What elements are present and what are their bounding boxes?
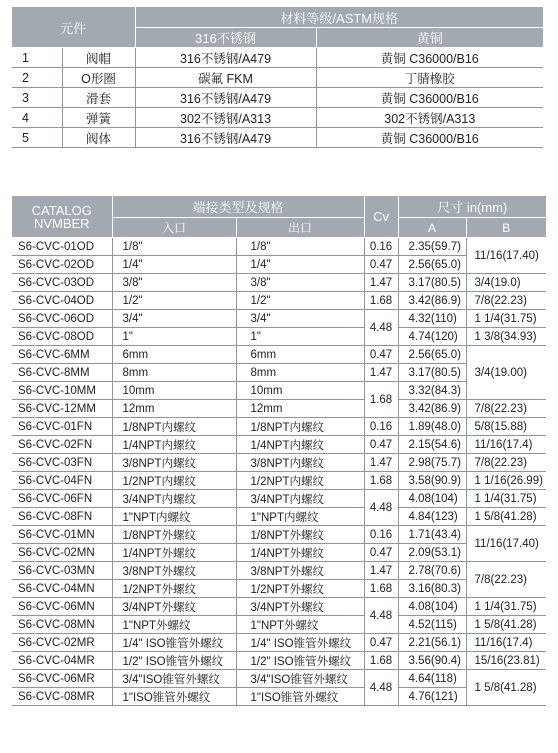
dimension-b: 7/8(22.23) bbox=[466, 562, 546, 598]
outlet-spec: 1"ISO锥管外螺纹 bbox=[236, 688, 364, 706]
inlet-spec: 1/8NPT外螺纹 bbox=[112, 526, 236, 544]
catalog-row bbox=[12, 580, 546, 598]
dimension-a: 2.98(75.7) bbox=[398, 454, 466, 472]
catalog-row bbox=[12, 526, 546, 544]
inlet-spec: 3/8NPT内螺纹 bbox=[112, 454, 236, 472]
dimension-b: 1 5/8(41.28) bbox=[466, 616, 546, 634]
part-name: 阀帽 bbox=[62, 48, 135, 68]
dimension-a: 2.35(59.7) bbox=[398, 238, 466, 256]
dimension-b: 1 1/4(31.75) bbox=[466, 490, 546, 508]
catalog-number: S6-CVC-01MN bbox=[12, 526, 112, 544]
cv-value: 1.47 bbox=[364, 364, 398, 382]
outlet-spec: 3/4"ISO锥管外螺纹 bbox=[236, 670, 364, 688]
dimension-b: 3/4(19.00) bbox=[466, 346, 546, 400]
catalog-row bbox=[12, 238, 546, 256]
brass-column-header: 黄铜 bbox=[316, 28, 543, 48]
inlet-spec: 3/4" bbox=[112, 310, 236, 328]
dimension-b: 3/4(19.0) bbox=[466, 274, 546, 292]
size-header: 尺寸 in(mm) bbox=[398, 196, 546, 218]
materials-row bbox=[12, 108, 543, 128]
inlet-spec: 3/4"ISO锥管外螺纹 bbox=[112, 670, 236, 688]
catalog-number: S6-CVC-08OD bbox=[12, 328, 112, 346]
dimension-b-header: B bbox=[466, 218, 546, 238]
dimension-b: 1 1/4(31.75) bbox=[466, 310, 546, 328]
outlet-spec: 1/8NPT外螺纹 bbox=[236, 526, 364, 544]
catalog-row bbox=[12, 490, 546, 508]
catalog-row bbox=[12, 634, 546, 652]
cv-value: 4.48 bbox=[364, 670, 398, 706]
row-number: 2 bbox=[12, 68, 62, 88]
inlet-spec: 6mm bbox=[112, 346, 236, 364]
inlet-spec: 1/2NPT外螺纹 bbox=[112, 580, 236, 598]
outlet-spec: 3/4" bbox=[236, 310, 364, 328]
steel-material: 316不锈钢/A479 bbox=[135, 48, 316, 68]
dimension-a: 4.76(121) bbox=[398, 688, 466, 706]
outlet-spec: 12mm bbox=[236, 400, 364, 418]
brass-material: 黄铜 C36000/B16 bbox=[316, 128, 543, 148]
dimension-b: 11/16(17.40) bbox=[466, 526, 546, 562]
materials-table-body bbox=[12, 48, 543, 148]
cv-value: 0.16 bbox=[364, 418, 398, 436]
outlet-spec: 1/8NPT内螺纹 bbox=[236, 418, 364, 436]
catalog-row bbox=[12, 274, 546, 292]
outlet-spec: 3/8NPT内螺纹 bbox=[236, 454, 364, 472]
catalog-number: S6-CVC-04OD bbox=[12, 292, 112, 310]
outlet-spec: 1/4NPT外螺纹 bbox=[236, 544, 364, 562]
catalog-row bbox=[12, 616, 546, 634]
dimension-b: 11/16(17.4) bbox=[466, 436, 546, 454]
catalog-number: S6-CVC-06MR bbox=[12, 670, 112, 688]
catalog-header-row bbox=[12, 196, 546, 218]
dimension-b: 7/8(22.23) bbox=[466, 400, 546, 418]
dimension-a: 3.17(80.5) bbox=[398, 364, 466, 382]
catalog-row bbox=[12, 292, 546, 310]
inlet-spec: 3/4NPT内螺纹 bbox=[112, 490, 236, 508]
catalog-row bbox=[12, 454, 546, 472]
materials-table bbox=[12, 7, 543, 148]
catalog-row bbox=[12, 562, 546, 580]
inlet-spec: 1"NPT内螺纹 bbox=[112, 508, 236, 526]
steel-column-header: 316不锈钢 bbox=[135, 28, 316, 48]
cv-value: 0.16 bbox=[364, 526, 398, 544]
materials-row bbox=[12, 68, 543, 88]
cv-value: 0.47 bbox=[364, 544, 398, 562]
dimension-b: 5/8(15.88) bbox=[466, 418, 546, 436]
inlet-spec: 1"NPT外螺纹 bbox=[112, 616, 236, 634]
inlet-spec: 1"ISO锥管外螺纹 bbox=[112, 688, 236, 706]
outlet-spec: 1/4" bbox=[236, 256, 364, 274]
cv-value: 4.48 bbox=[364, 490, 398, 526]
cv-value: 1.68 bbox=[364, 580, 398, 598]
inlet-spec: 1/4" bbox=[112, 256, 236, 274]
cv-value: 1.68 bbox=[364, 382, 398, 418]
dimension-b: 1 3/8(34.93) bbox=[466, 328, 546, 346]
cv-value: 0.47 bbox=[364, 256, 398, 274]
inlet-spec: 3/4NPT外螺纹 bbox=[112, 598, 236, 616]
cv-value: 1.68 bbox=[364, 292, 398, 310]
row-number: 3 bbox=[12, 88, 62, 108]
catalog-number: S6-CVC-12MM bbox=[12, 400, 112, 418]
catalog-row bbox=[12, 652, 546, 670]
outlet-spec: 3/4NPT内螺纹 bbox=[236, 490, 364, 508]
dimension-a: 4.08(104) bbox=[398, 490, 466, 508]
dimension-a: 3.42(86.9) bbox=[398, 292, 466, 310]
steel-material: 碳氟 FKM bbox=[135, 68, 316, 88]
inlet-spec: 1/2" ISO锥管外螺纹 bbox=[112, 652, 236, 670]
catalog-row bbox=[12, 328, 546, 346]
dimension-b: 7/8(22.23) bbox=[466, 454, 546, 472]
catalog-row bbox=[12, 670, 546, 688]
catalog-number: S6-CVC-03FN bbox=[12, 454, 112, 472]
catalog-number: S6-CVC-02MR bbox=[12, 634, 112, 652]
catalog-row bbox=[12, 400, 546, 418]
brass-material: 丁腈橡胶 bbox=[316, 68, 543, 88]
catalog-number: S6-CVC-04MR bbox=[12, 652, 112, 670]
inlet-spec: 3/8" bbox=[112, 274, 236, 292]
catalog-table bbox=[12, 196, 546, 706]
outlet-header: 出口 bbox=[236, 218, 364, 238]
outlet-spec: 1/2" ISO锥管外螺纹 bbox=[236, 652, 364, 670]
catalog-number: S6-CVC-02FN bbox=[12, 436, 112, 454]
catalog-number: S6-CVC-03MN bbox=[12, 562, 112, 580]
catalog-number-header bbox=[12, 196, 112, 238]
outlet-spec: 8mm bbox=[236, 364, 364, 382]
outlet-spec: 6mm bbox=[236, 346, 364, 364]
catalog-row bbox=[12, 688, 546, 706]
inlet-spec: 8mm bbox=[112, 364, 236, 382]
dimension-b: 1 5/8(41.28) bbox=[466, 670, 546, 706]
outlet-spec: 3/8" bbox=[236, 274, 364, 292]
inlet-header: 入口 bbox=[112, 218, 236, 238]
dimension-a: 4.84(123) bbox=[398, 508, 466, 526]
dimension-b: 1 1/16(26.99) bbox=[466, 472, 546, 490]
cv-value: 1.68 bbox=[364, 472, 398, 490]
catalog-row bbox=[12, 310, 546, 328]
dimension-a: 3.42(86.9) bbox=[398, 400, 466, 418]
catalog-number: S6-CVC-04FN bbox=[12, 472, 112, 490]
materials-row bbox=[12, 128, 543, 148]
catalog-row bbox=[12, 472, 546, 490]
dimension-b: 7/8(22.23) bbox=[466, 292, 546, 310]
cv-value: 0.47 bbox=[364, 346, 398, 364]
catalog-number: S6-CVC-02MN bbox=[12, 544, 112, 562]
steel-material: 316不锈钢/A479 bbox=[135, 88, 316, 108]
dimension-a: 3.17(80.5) bbox=[398, 274, 466, 292]
outlet-spec: 3/4NPT外螺纹 bbox=[236, 598, 364, 616]
outlet-spec: 3/8NPT外螺纹 bbox=[236, 562, 364, 580]
catalog-number: S6-CVC-08MN bbox=[12, 616, 112, 634]
dimension-b: 1 5/8(41.28) bbox=[466, 508, 546, 526]
outlet-spec: 1" bbox=[236, 328, 364, 346]
steel-material: 316不锈钢/A479 bbox=[135, 128, 316, 148]
catalog-row bbox=[12, 436, 546, 454]
dimension-a: 2.09(53.1) bbox=[398, 544, 466, 562]
dimension-a: 3.58(90.9) bbox=[398, 472, 466, 490]
catalog-row bbox=[12, 544, 546, 562]
dimension-a: 4.64(118) bbox=[398, 670, 466, 688]
cv-value: 1.47 bbox=[364, 274, 398, 292]
inlet-spec: 1/8NPT内螺纹 bbox=[112, 418, 236, 436]
brass-material: 黄铜 C36000/B16 bbox=[316, 48, 543, 68]
brass-material: 黄铜 C36000/B16 bbox=[316, 88, 543, 108]
catalog-row bbox=[12, 508, 546, 526]
outlet-spec: 1"NPT外螺纹 bbox=[236, 616, 364, 634]
materials-row bbox=[12, 48, 543, 68]
dimension-b: 1 1/4(31.75) bbox=[466, 598, 546, 616]
part-name: 弹簧 bbox=[62, 108, 135, 128]
dimension-b: 11/16(17.40) bbox=[466, 238, 546, 274]
catalog-number: S6-CVC-08FN bbox=[12, 508, 112, 526]
dimension-a: 4.52(115) bbox=[398, 616, 466, 634]
outlet-spec: 1/2NPT外螺纹 bbox=[236, 580, 364, 598]
outlet-spec: 1"NPT内螺纹 bbox=[236, 508, 364, 526]
catalog-number: S6-CVC-6MM bbox=[12, 346, 112, 364]
inlet-spec: 1/2" bbox=[112, 292, 236, 310]
inlet-spec: 12mm bbox=[112, 400, 236, 418]
catalog-number: S6-CVC-06MN bbox=[12, 598, 112, 616]
dimension-a-header: A bbox=[398, 218, 466, 238]
dimension-a: 2.78(70.6) bbox=[398, 562, 466, 580]
catalog-row bbox=[12, 382, 546, 400]
row-number: 4 bbox=[12, 108, 62, 128]
catalog-row bbox=[12, 598, 546, 616]
inlet-spec: 1" bbox=[112, 328, 236, 346]
dimension-a: 4.74(120) bbox=[398, 328, 466, 346]
catalog-number: S6-CVC-08MR bbox=[12, 688, 112, 706]
cv-value: 1.47 bbox=[364, 454, 398, 472]
dimension-a: 2.56(65.0) bbox=[398, 346, 466, 364]
dimension-a: 1.89(48.0) bbox=[398, 418, 466, 436]
cv-value: 0.16 bbox=[364, 238, 398, 256]
inlet-spec: 3/8NPT外螺纹 bbox=[112, 562, 236, 580]
cv-value: 0.47 bbox=[364, 436, 398, 454]
catalog-number: S6-CVC-06FN bbox=[12, 490, 112, 508]
inlet-spec: 1/4NPT内螺纹 bbox=[112, 436, 236, 454]
dimension-a: 4.08(104) bbox=[398, 598, 466, 616]
dimension-b: 11/16(17.4) bbox=[466, 634, 546, 652]
connection-type-header: 端接类型及规格 bbox=[112, 196, 364, 218]
materials-row bbox=[12, 88, 543, 108]
cv-value: 4.48 bbox=[364, 598, 398, 634]
row-number: 1 bbox=[12, 48, 62, 68]
row-number: 5 bbox=[12, 128, 62, 148]
catalog-number: S6-CVC-02OD bbox=[12, 256, 112, 274]
dimension-a: 3.32(84.3) bbox=[398, 382, 466, 400]
component-header: 元件 bbox=[12, 7, 135, 48]
outlet-spec: 1/4NPT内螺纹 bbox=[236, 436, 364, 454]
catalog-number: S6-CVC-06OD bbox=[12, 310, 112, 328]
catalog-header-line1: CATALOG bbox=[31, 202, 92, 218]
steel-material: 302不锈钢/A313 bbox=[135, 108, 316, 128]
outlet-spec: 1/4" ISO锥管外螺纹 bbox=[236, 634, 364, 652]
catalog-table-body bbox=[12, 238, 546, 706]
catalog-row bbox=[12, 256, 546, 274]
catalog-number: S6-CVC-04MN bbox=[12, 580, 112, 598]
dimension-b: 15/16(23.81) bbox=[466, 652, 546, 670]
catalog-row bbox=[12, 346, 546, 364]
catalog-number: S6-CVC-10MM bbox=[12, 382, 112, 400]
catalog-row bbox=[12, 418, 546, 436]
catalog-number: S6-CVC-8MM bbox=[12, 364, 112, 382]
catalog-header-line2: NVMBER bbox=[33, 215, 90, 231]
cv-value: 4.48 bbox=[364, 310, 398, 346]
dimension-a: 1.71(43.4) bbox=[398, 526, 466, 544]
cv-header: Cv bbox=[364, 196, 398, 238]
outlet-spec: 1/8" bbox=[236, 238, 364, 256]
dimension-a: 2.56(65.0) bbox=[398, 256, 466, 274]
brass-material: 302不锈钢/A313 bbox=[316, 108, 543, 128]
inlet-spec: 10mm bbox=[112, 382, 236, 400]
dimension-a: 2.15(54.6) bbox=[398, 436, 466, 454]
part-name: 滑套 bbox=[62, 88, 135, 108]
outlet-spec: 1/2" bbox=[236, 292, 364, 310]
catalog-number: S6-CVC-03OD bbox=[12, 274, 112, 292]
dimension-a: 4.32(110) bbox=[398, 310, 466, 328]
catalog-number: S6-CVC-01OD bbox=[12, 238, 112, 256]
inlet-spec: 1/8" bbox=[112, 238, 236, 256]
catalog-row bbox=[12, 364, 546, 382]
dimension-a: 2.21(56.1) bbox=[398, 634, 466, 652]
dimension-a: 3.56(90.4) bbox=[398, 652, 466, 670]
inlet-spec: 1/2NPT内螺纹 bbox=[112, 472, 236, 490]
inlet-spec: 1/4" ISO锥管外螺纹 bbox=[112, 634, 236, 652]
materials-header-row bbox=[12, 7, 543, 28]
dimension-a: 3.16(80.3) bbox=[398, 580, 466, 598]
material-grade-header: 材料等级/ASTM规格 bbox=[135, 7, 543, 28]
part-name: O形圈 bbox=[62, 68, 135, 88]
cv-value: 1.68 bbox=[364, 652, 398, 670]
outlet-spec: 10mm bbox=[236, 382, 364, 400]
part-name: 阀体 bbox=[62, 128, 135, 148]
catalog-number: S6-CVC-01FN bbox=[12, 418, 112, 436]
outlet-spec: 1/2NPT内螺纹 bbox=[236, 472, 364, 490]
cv-value: 1.47 bbox=[364, 562, 398, 580]
inlet-spec: 1/4NPT外螺纹 bbox=[112, 544, 236, 562]
cv-value: 0.47 bbox=[364, 634, 398, 652]
